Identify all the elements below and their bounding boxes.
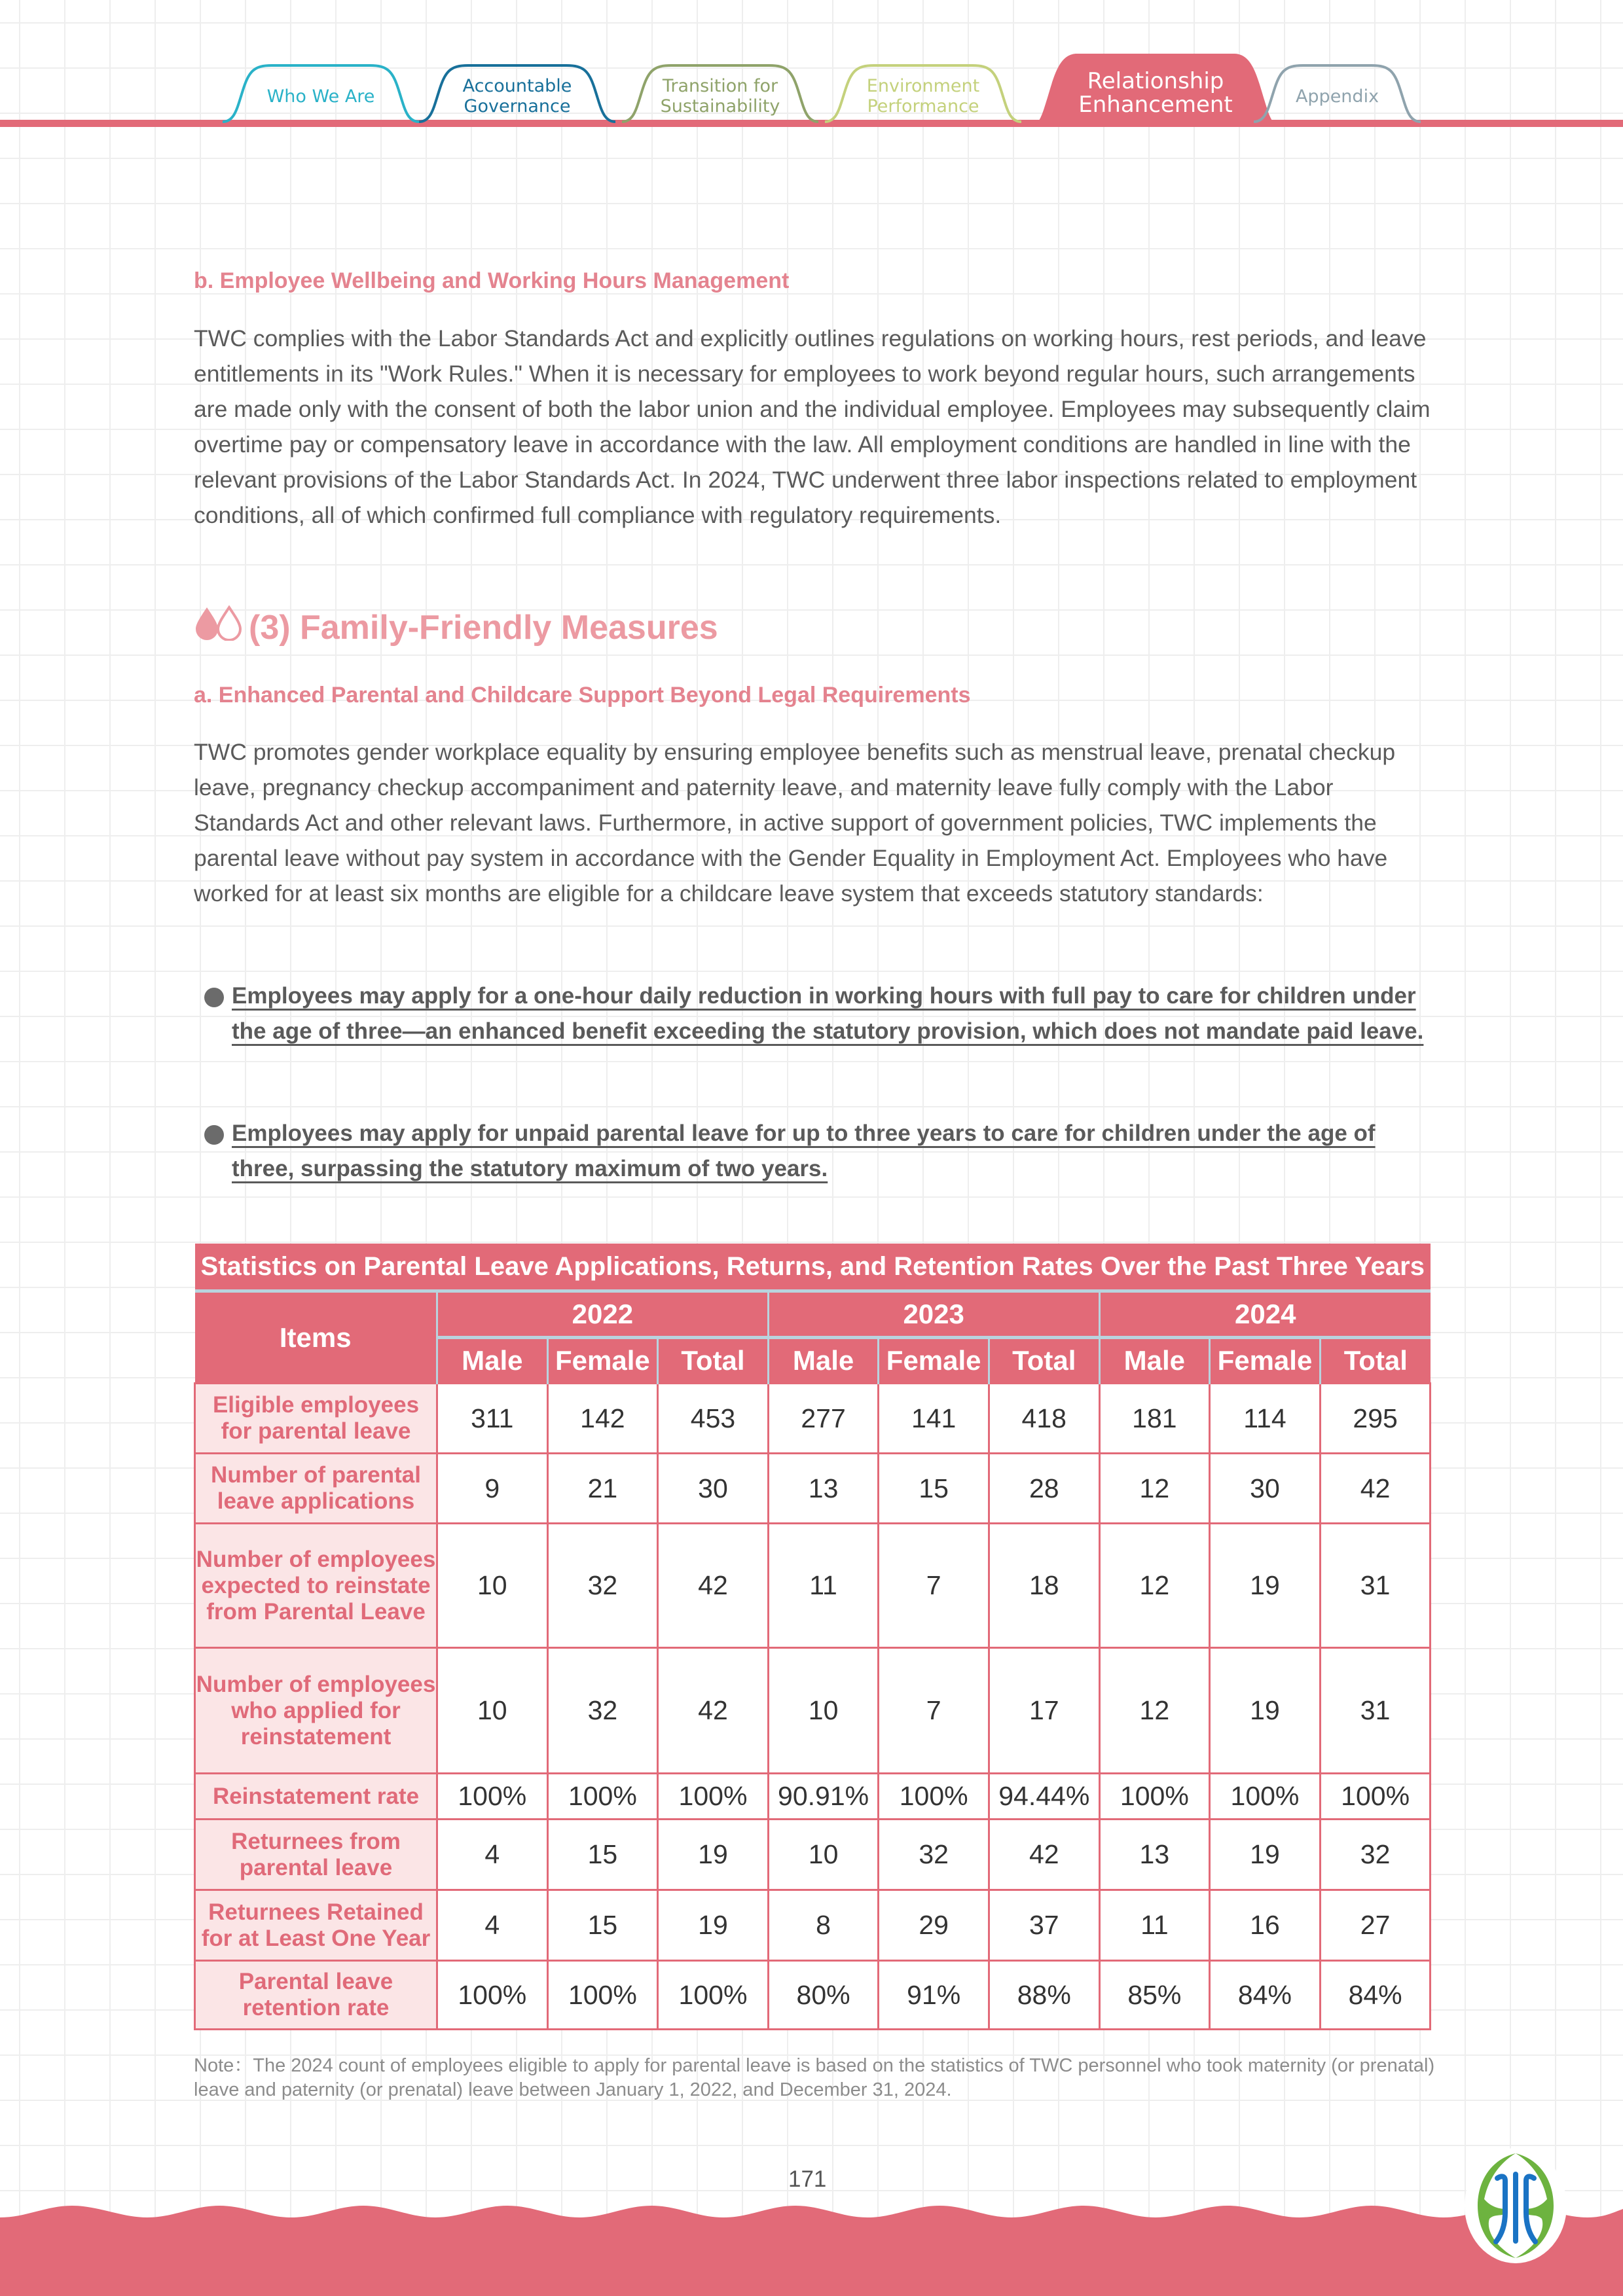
bullet-item [204, 1116, 1429, 1187]
table-cell: 15 [879, 1454, 989, 1524]
table-cell: 11 [1099, 1890, 1210, 1961]
table-cell: 42 [658, 1648, 769, 1774]
table-cell: 42 [1320, 1454, 1431, 1524]
water-drops-icon [194, 605, 244, 649]
tab-label: Transition for Sustainability [660, 76, 780, 117]
table-row [195, 1961, 1431, 2030]
tab-label: Who We Are [266, 86, 375, 107]
table-cell: 15 [547, 1820, 658, 1890]
table-row [195, 1820, 1431, 1890]
tab-appendix[interactable] [1254, 65, 1421, 122]
table-cell: 91% [879, 1961, 989, 2030]
table-cell: 84% [1320, 1961, 1431, 2030]
table-cell: 17 [989, 1648, 1099, 1774]
bullet-text: Employees may apply for unpaid parental leave for up to three years to care for children under the age of three, surpassing the statutory maximum of two years. [232, 1121, 1376, 1181]
table-cell: 84% [1210, 1961, 1321, 2030]
bullet-dot-icon [204, 988, 224, 1007]
table-cell: 142 [547, 1384, 658, 1454]
table-cell: 418 [989, 1384, 1099, 1454]
section-3-heading [194, 605, 718, 649]
table-cell: 37 [989, 1890, 1099, 1961]
row-label: Number of employees expected to reinstate from Parental Leave [195, 1524, 437, 1648]
table-cell: 32 [879, 1820, 989, 1890]
table-cell: 15 [547, 1890, 658, 1961]
table-cell: 8 [768, 1890, 879, 1961]
section-b-body: TWC complies with the Labor Standards Act and explicitly outlines regulations on working hours, rest periods, and leave entitlements in its "Work Rules." When it is necessary for employees to work beyond regular hours, such arrangements are made only with the consent of both the labor union and the individual employee. Employees may subsequently claim overtime pay or compensatory leave in accordance with the law. All employment conditions are handled in line with the relevant provisions of the Labor Standards Act. In 2024, TWC underwent three labor inspections related to employment conditions, all of which confirmed full compliance with regulatory requirements. [194, 325, 1431, 528]
gender-subheader: Total [1320, 1338, 1431, 1384]
tab-who-we-are[interactable] [223, 65, 419, 122]
table-cell: 141 [879, 1384, 989, 1454]
table-cell: 10 [768, 1648, 879, 1774]
table-cell: 21 [547, 1454, 658, 1524]
tab-accountable-governance[interactable] [419, 65, 615, 122]
tab-label: Appendix [1295, 86, 1379, 107]
table-cell: 10 [437, 1524, 548, 1648]
gender-subheader: Male [1099, 1338, 1210, 1384]
table-cell: 27 [1320, 1890, 1431, 1961]
table-cell: 18 [989, 1524, 1099, 1648]
table-cell: 100% [547, 1961, 658, 2030]
table-cell: 32 [547, 1524, 658, 1648]
table-cell: 42 [658, 1524, 769, 1648]
section-3-title: (3) Family-Friendly Measures [249, 608, 718, 647]
gender-subheader: Male [437, 1338, 548, 1384]
table-row [195, 1384, 1431, 1454]
bullet-text: Employees may apply for a one-hour daily reduction in working hours with full pay to care for children under the age of three—an enhanced benefit exceeding the statutory provision, which does not mandate paid leave. [232, 983, 1424, 1044]
table-cell: 7 [879, 1648, 989, 1774]
table-cell: 30 [658, 1454, 769, 1524]
table-cell: 31 [1320, 1524, 1431, 1648]
table-cell: 114 [1210, 1384, 1321, 1454]
gender-subheader: Total [989, 1338, 1099, 1384]
table-cell: 4 [437, 1820, 548, 1890]
table-cell: 295 [1320, 1384, 1431, 1454]
table-cell: 80% [768, 1961, 879, 2030]
table-cell: 12 [1099, 1648, 1210, 1774]
year-header: 2022 [437, 1291, 769, 1338]
table-cell: 12 [1099, 1524, 1210, 1648]
table-cell: 32 [547, 1648, 658, 1774]
tab-label: Relationship Enhancement [1078, 68, 1233, 118]
table-cell: 42 [989, 1820, 1099, 1890]
table-cell: 100% [1210, 1774, 1321, 1820]
table-cell: 100% [658, 1961, 769, 2030]
table-cell: 85% [1099, 1961, 1210, 2030]
tab-relationship-enhancement[interactable] [1028, 54, 1283, 127]
table-cell: 19 [1210, 1524, 1321, 1648]
table-cell: 31 [1320, 1648, 1431, 1774]
tab-label: Environment Performance [866, 76, 980, 117]
gender-subheader: Female [1210, 1338, 1321, 1384]
bullet-dot-icon [204, 1125, 224, 1145]
row-label: Returnees Retained for at Least One Year [195, 1890, 437, 1961]
table-cell: 19 [1210, 1648, 1321, 1774]
table-cell: 311 [437, 1384, 548, 1454]
table-note: Note：The 2024 count of employees eligible to apply for parental leave is based on the statistics of TWC personnel who took maternity (or prenatal) leave and paternity (or prenatal) leave between January 1, 2022, and December 31, 2024. [194, 2055, 1435, 2100]
row-label: Returnees from parental leave [195, 1820, 437, 1890]
table-cell: 9 [437, 1454, 548, 1524]
gender-subheader: Total [658, 1338, 769, 1384]
table-cell: 19 [1210, 1820, 1321, 1890]
row-label: Parental leave retention rate [195, 1961, 437, 2030]
table-cell: 90.91% [768, 1774, 879, 1820]
table-cell: 10 [768, 1820, 879, 1890]
parental-leave-stats-table [194, 1244, 1431, 2030]
table-cell: 7 [879, 1524, 989, 1648]
table-cell: 453 [658, 1384, 769, 1454]
year-header: 2024 [1099, 1291, 1431, 1338]
table-cell: 100% [547, 1774, 658, 1820]
table-cell: 12 [1099, 1454, 1210, 1524]
table-cell: 100% [437, 1774, 548, 1820]
twc-logo-icon [1463, 2147, 1568, 2265]
table-cell: 100% [879, 1774, 989, 1820]
table-cell: 13 [768, 1454, 879, 1524]
page-number: 171 [788, 2166, 827, 2192]
table-row [195, 1648, 1431, 1774]
row-label: Reinstatement rate [195, 1774, 437, 1820]
table-cell: 28 [989, 1454, 1099, 1524]
section-b-heading: b. Employee Wellbeing and Working Hours Management [194, 268, 790, 293]
gender-subheader: Female [879, 1338, 989, 1384]
table-cell: 29 [879, 1890, 989, 1961]
table-row [195, 1774, 1431, 1820]
table-row [195, 1454, 1431, 1524]
table-cell: 19 [658, 1820, 769, 1890]
table-cell: 10 [437, 1648, 548, 1774]
gender-subheader: Male [768, 1338, 879, 1384]
table-cell: 16 [1210, 1890, 1321, 1961]
table-cell: 277 [768, 1384, 879, 1454]
table-cell: 19 [658, 1890, 769, 1961]
tab-environment-performance[interactable] [825, 65, 1021, 122]
table-cell: 100% [437, 1961, 548, 2030]
table-cell: 32 [1320, 1820, 1431, 1890]
table-cell: 11 [768, 1524, 879, 1648]
items-header: Items [195, 1291, 437, 1384]
table-cell: 4 [437, 1890, 548, 1961]
table-cell: 100% [1099, 1774, 1210, 1820]
table-row [195, 1890, 1431, 1961]
table-row [195, 1524, 1431, 1648]
table-cell: 30 [1210, 1454, 1321, 1524]
table-cell: 100% [658, 1774, 769, 1820]
table-title: Statistics on Parental Leave Applications, Returns, and Retention Rates Over the Past Three Years [195, 1244, 1431, 1291]
table-cell: 13 [1099, 1820, 1210, 1890]
row-label: Eligible employees for parental leave [195, 1384, 437, 1454]
tab-label: Accountable Governance [462, 76, 572, 117]
footer-wave [0, 2206, 1623, 2296]
year-header: 2023 [768, 1291, 1099, 1338]
gender-subheader: Female [547, 1338, 658, 1384]
table-cell: 88% [989, 1961, 1099, 2030]
table-cell: 94.44% [989, 1774, 1099, 1820]
tab-transition-for-sustainability[interactable] [622, 65, 818, 122]
section-3a-body: TWC promotes gender workplace equality by ensuring employee benefits such as menstrual leave, prenatal checkup leave, pregnancy checkup accompaniment and paternity leave, and maternity leave fully comply with the Labor Standards Act and other relevant laws. Furthermore, in active support of government policies, TWC implements the parental leave without pay system in accordance with the Gender Equality in Employment Act. Employees who have worked for at least six months are eligible for a childcare leave system that exceeds statutory standards: [194, 739, 1396, 906]
row-label: Number of employees who applied for reinstatement [195, 1648, 437, 1774]
table-cell: 181 [1099, 1384, 1210, 1454]
row-label: Number of parental leave applications [195, 1454, 437, 1524]
bullet-item [204, 978, 1429, 1049]
section-3a-heading: a. Enhanced Parental and Childcare Support Beyond Legal Requirements [194, 683, 971, 708]
table-cell: 100% [1320, 1774, 1431, 1820]
